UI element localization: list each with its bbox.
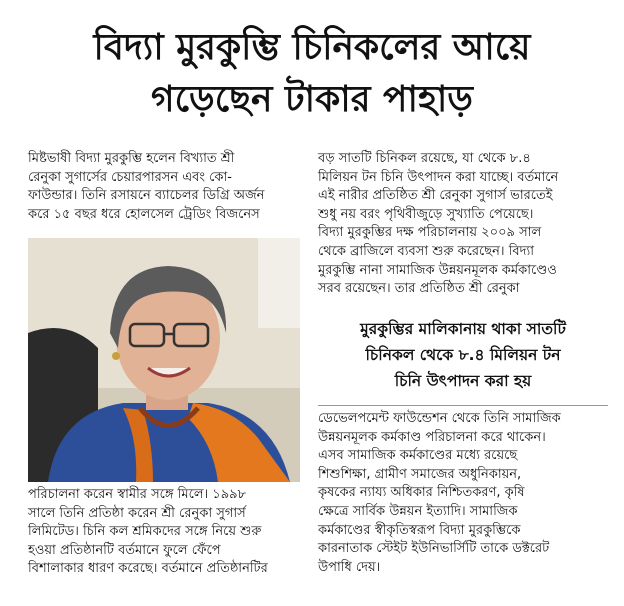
portrait-illustration: [28, 238, 300, 482]
portrait-photo: [28, 238, 300, 482]
text-line: মুরকুম্ভি নানা সামাজিক উন্নয়নমূলক কর্মকাণ্ডেও: [318, 262, 557, 278]
pull-quote-line: চিনিকল থেকে ৮.৪ মিলিয়ন টন: [365, 346, 561, 364]
text-line: এই নারীর প্রতিষ্ঠিত শ্রী রেনুকা সুগার্স ভারতেই: [318, 188, 553, 204]
text-line: ক্ষেত্রে সার্বিক উন্নয়ন ইত্যাদি। সামাজিক: [318, 503, 518, 519]
text-line: বিশালাকার ধারণ করেছে। বর্তমানে প্রতিষ্ঠানটির: [28, 561, 268, 577]
text-line: এসব সামাজিক কর্মকাণ্ডের মধ্যে রয়েছে: [318, 448, 518, 464]
text-line: হওয়া প্রতিষ্ঠানটি বর্তমানে ফুলে ফেঁপে: [28, 542, 221, 558]
text-line: সরব রয়েছেন। তার প্রতিষ্ঠিত শ্রী রেনুকা: [318, 281, 520, 297]
text-line: ডেভেলপমেন্ট ফাউন্ডেশন থেকে তিনি সামাজিক: [318, 411, 561, 426]
text-line: রেনুকা সুগার্সের চেয়ারপারসন এবং কো-: [28, 169, 232, 185]
text-line: মিষ্টভাষী বিদ্যা মুরকুম্ভি হলেন বিখ্যাত শ্রী: [28, 151, 235, 166]
headline-line-2: গড়েছেন টাকার পাহাড়: [150, 79, 473, 120]
text-line: বিদ্যা মুরকুম্ভির দক্ষ পরিচালনায় ২০০৯ সাল: [318, 225, 542, 241]
pull-quote: [318, 312, 608, 398]
left-column-top: [28, 150, 300, 224]
text-line: বড় সাতটি চিনিকল রয়েছে, যা থেকে ৮.৪: [318, 151, 531, 166]
right-column-bottom: [318, 410, 608, 577]
right-column-top: [318, 150, 608, 299]
text-line: শিশুশিক্ষা, গ্রামীণ সমাজের অধুনিকায়ন,: [318, 466, 522, 482]
text-line: থেকে ব্রাজিলে ব্যবসা শুরু করেছেন। বিদ্যা: [318, 243, 535, 259]
text-line: শুধু নয় বরং পৃথিবীজুড়ে সুখ্যাতি পেয়েছে।: [318, 206, 534, 222]
text-line: মিলিয়ন টন চিনি উৎপাদন করা যাচ্ছে। বর্তমানে: [318, 169, 559, 185]
text-line: কৃষকের ন্যায্য অধিকার নিশ্চিতকরণ, কৃষি: [318, 485, 525, 501]
left-column-bottom: [28, 486, 300, 579]
headline-line-1: বিদ্যা মুরকুম্ভি চিনিকলের আয়ে: [93, 27, 531, 68]
text-line: পরিচালনা করেন স্বামীর সঙ্গে মিলে। ১৯৯৮: [28, 487, 247, 502]
headline: [0, 22, 624, 126]
pull-quote-line: মুরকুম্ভির মালিকানায় থাকা সাতটি: [360, 320, 566, 338]
text-line: লিমিটেড। চিনি কল শ্রমিকদের সঙ্গে নিয়ে শুরু: [28, 524, 262, 540]
text-line: করে ১৫ বছর ধরে হোলসেল ট্রেডিং বিজনেস: [28, 206, 260, 222]
text-line: উপাধি দেয়।: [318, 559, 381, 575]
pull-quote-line: চিনি উৎপাদন করা হয়: [394, 372, 532, 390]
text-line: সালে তিনি প্রতিষ্ঠা করেন শ্রী রেনুকা সুগার্স: [28, 505, 246, 521]
text-line: উন্নয়নমূলক কর্মকাণ্ড পরিচালনা করে থাকেন।: [318, 429, 546, 445]
text-line: কর্মকাণ্ডের স্বীকৃতিস্বরূপ বিদ্যা মুরকুম্ভিকে: [318, 522, 521, 538]
text-line: কারনাতাক স্টেইট ইউনিভার্সিটি তাকে ডক্টরেট: [318, 541, 550, 557]
text-line: ফাউন্ডার। তিনি রসায়নে ব্যাচেলর ডিগ্রি অর্জন: [28, 188, 265, 204]
